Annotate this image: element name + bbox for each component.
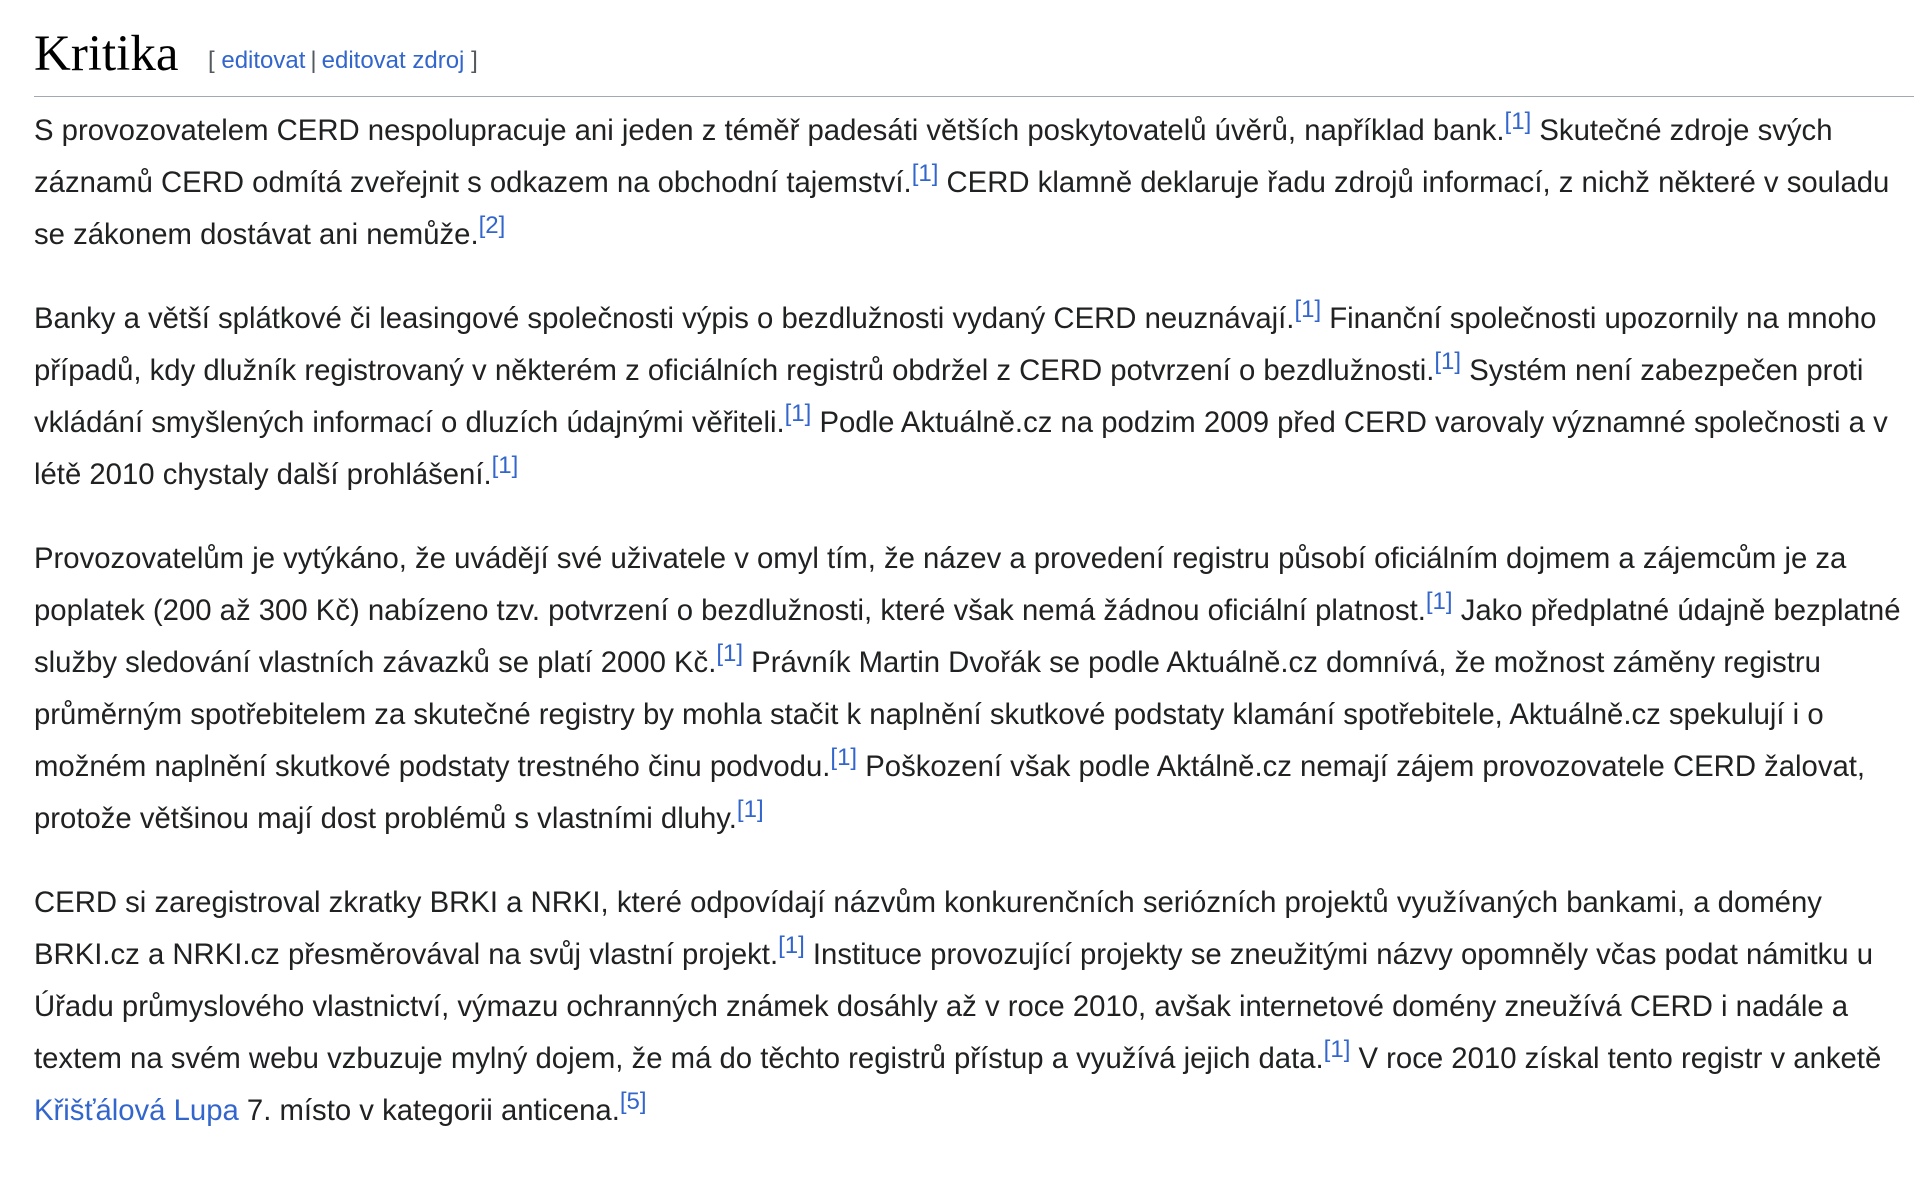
reference-superscript xyxy=(912,160,939,187)
reference-superscript xyxy=(737,796,764,823)
reference-link[interactable]: [2] xyxy=(478,212,506,239)
edit-section-links xyxy=(208,45,478,77)
paragraph-text: CERD si zaregistroval zkratky BRKI a NRKI, které odpovídají názvům konkurenčních seriózních projektů využívaných bankami, a domény BRKI.cz a NRKI.cz přesměrovával na svůj vlastní projekt. xyxy=(34,886,1822,971)
edit-open-bracket: [ xyxy=(208,47,215,74)
edit-separator: | xyxy=(310,47,317,74)
reference-superscript xyxy=(620,1088,647,1115)
section-title: Kritika xyxy=(34,26,179,82)
section-heading xyxy=(34,0,1914,97)
paragraph-text: Podle Aktuálně.cz na podzim 2009 před CERD varovaly významné společnosti a v létě 2010 chystaly další prohlášení. xyxy=(34,406,1888,491)
reference-superscript xyxy=(830,744,857,771)
wiki-link[interactable]: Křišťálová Lupa xyxy=(34,1094,239,1127)
reference-superscript xyxy=(1434,348,1461,375)
reference-link[interactable]: [1] xyxy=(911,160,939,187)
article-section xyxy=(34,0,1914,1169)
paragraph xyxy=(34,293,1914,501)
section-body xyxy=(34,105,1914,1137)
edit-source-link[interactable]: editovat zdroj xyxy=(321,47,465,74)
reference-superscript xyxy=(1426,588,1453,615)
paragraph xyxy=(34,877,1914,1137)
reference-superscript xyxy=(1294,296,1321,323)
reference-superscript xyxy=(492,452,519,479)
paragraph-text: Banky a větší splátkové či leasingové společnosti výpis o bezdlužnosti vydaný CERD neuznávají. xyxy=(34,302,1295,335)
reference-link[interactable]: [1] xyxy=(491,452,519,479)
edit-link[interactable]: editovat xyxy=(221,47,306,74)
reference-superscript xyxy=(785,400,812,427)
edit-close-bracket: ] xyxy=(471,47,478,74)
reference-link[interactable]: [1] xyxy=(1294,296,1322,323)
paragraph-text: Systém není zabezpečen proti vkládání smyšlených informací o dluzích údajnými věřiteli. xyxy=(34,354,1864,439)
reference-link[interactable]: [1] xyxy=(1425,588,1453,615)
reference-superscript xyxy=(1505,108,1532,135)
reference-link[interactable]: [1] xyxy=(1434,348,1462,375)
reference-link[interactable]: [1] xyxy=(716,640,744,667)
reference-link[interactable]: [1] xyxy=(736,796,764,823)
paragraph-text: Provozovatelům je vytýkáno, že uvádějí své uživatele v omyl tím, že název a provedení registru působí oficiálním dojmem a zájemcům je za poplatek (200 až 300 Kč) nabízeno tzv. potvrzení o bezdlužnosti, které však nemá žádnou oficiální platnost. xyxy=(34,542,1847,627)
reference-link[interactable]: [1] xyxy=(830,744,858,771)
paragraph-text: Právník Martin Dvořák se podle Aktuálně.cz domnívá, že možnost záměny registru průměrným spotřebitelem za skutečné registry by mohla stačit k naplnění skutkové podstaty klamání spotřebitele, Aktuálně.cz spekulují i o možném naplnění skutkové podstaty trestného činu podvodu. xyxy=(34,646,1824,783)
reference-superscript xyxy=(479,212,506,239)
reference-superscript xyxy=(716,640,743,667)
reference-superscript xyxy=(778,932,805,959)
paragraph-text: CERD klamně deklaruje řadu zdrojů informací, z nichž některé v souladu se zákonem dostávat ani nemůže. xyxy=(34,166,1890,251)
paragraph xyxy=(34,533,1914,845)
reference-link[interactable]: [1] xyxy=(1323,1036,1351,1063)
reference-link[interactable]: [1] xyxy=(1504,108,1532,135)
reference-link[interactable]: [1] xyxy=(778,932,805,959)
paragraph-text: Skutečné zdroje svých záznamů CERD odmítá zveřejnit s odkazem na obchodní tajemství. xyxy=(34,114,1833,199)
reference-link[interactable]: [1] xyxy=(784,400,812,427)
paragraph-text: S provozovatelem CERD nespolupracuje ani jeden z téměř padesáti větších poskytovatelů úvěrů, například bank. xyxy=(34,114,1505,147)
paragraph-text: 7. místo v kategorii anticena. xyxy=(238,1094,620,1127)
paragraph-text: Instituce provozující projekty se zneužitými názvy opomněly včas podat námitku u Úřadu průmyslového vlastnictví, výmazu ochranných známek dosáhly až v roce 2010, avšak internetové domény zneužívá CERD i nadále a textem na svém webu vzbuzuje mylný dojem, že má do těchto registrů přístup a využívá jejich data. xyxy=(34,938,1873,1075)
paragraph-text: Jako předplatné údajně bezplatné služby sledování vlastních závazků se platí 2000 Kč. xyxy=(34,594,1901,679)
paragraph-text: Poškození však podle Aktálně.cz nemají zájem provozovatele CERD žalovat, protože většinou mají dost problémů s vlastními dluhy. xyxy=(34,750,1866,835)
paragraph xyxy=(34,105,1914,261)
paragraph-text: V roce 2010 získal tento registr v anketě xyxy=(1350,1042,1882,1075)
paragraph-text: Finanční společnosti upozornily na mnoho případů, kdy dlužník registrovaný v některém z oficiálních registrů obdržel z CERD potvrzení o bezdlužnosti. xyxy=(34,302,1877,387)
reference-superscript xyxy=(1324,1036,1351,1063)
reference-link[interactable]: [5] xyxy=(619,1088,647,1115)
